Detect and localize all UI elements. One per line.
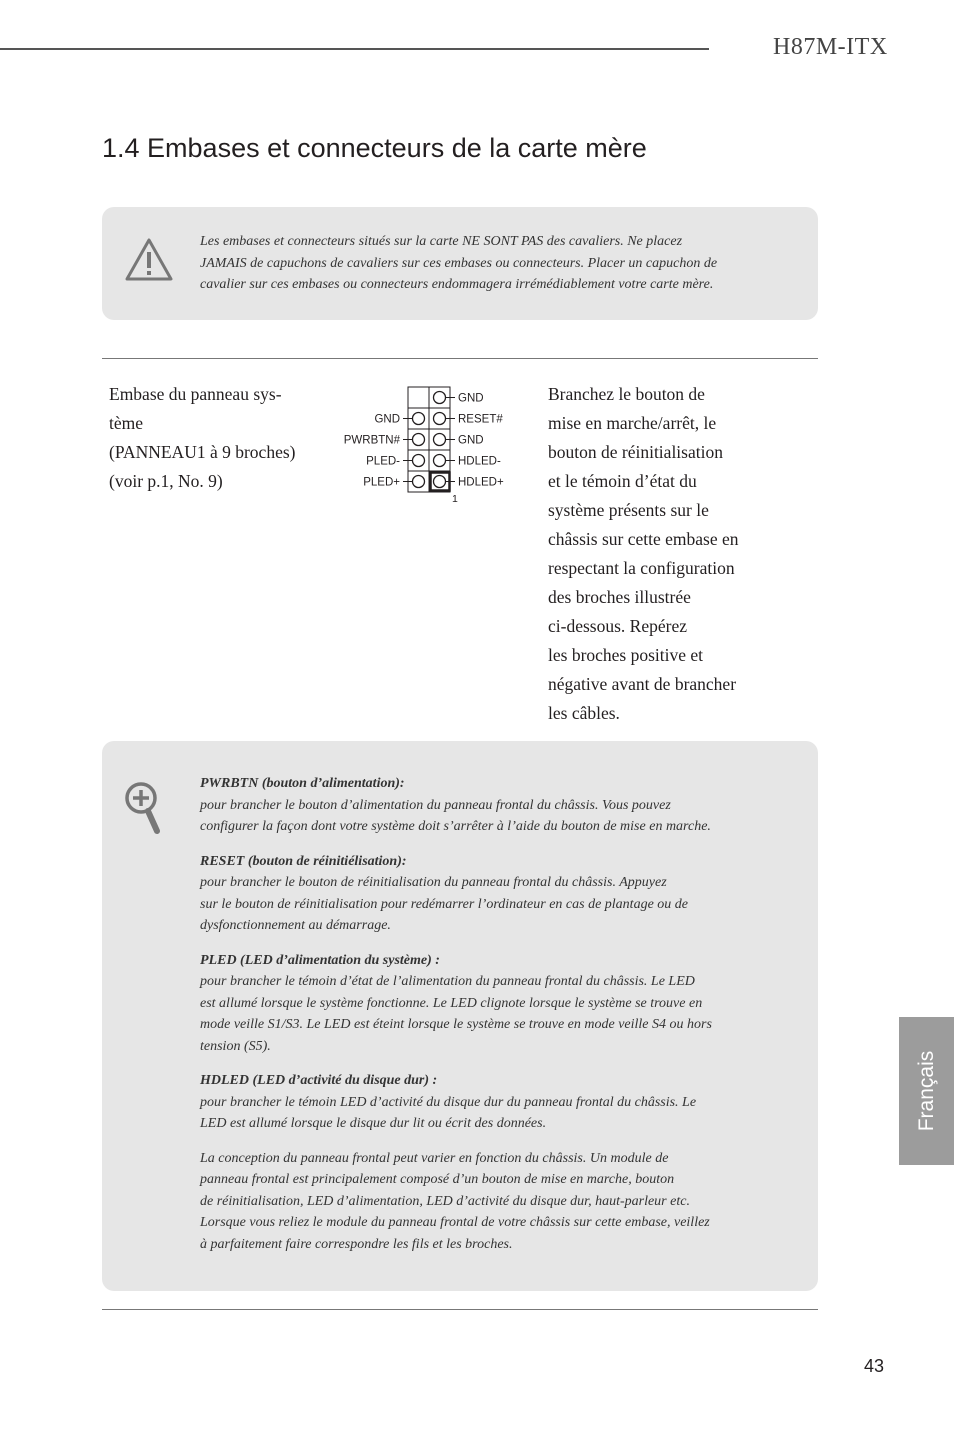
note-heading: PWRBTN (bouton d’alimentation):: [200, 776, 405, 791]
instruction-line: système présents sur le: [548, 500, 709, 520]
pin-label-right: RESET#: [458, 413, 503, 426]
note-pwrbtn: [200, 773, 800, 838]
pin: [434, 392, 446, 404]
note-line: tension (S5).: [200, 1038, 271, 1054]
pin-label-right: GND: [458, 434, 484, 447]
header-instructions: [548, 380, 738, 728]
instruction-line: et le témoin d’état du: [548, 471, 697, 491]
instruction-line: des broches illustrée: [548, 587, 691, 607]
note-line: de réinitialisation, LED d’alimentation, LED d’activité du disque dur, haut-parleur etc.: [200, 1193, 690, 1209]
section-divider-top: [102, 358, 818, 359]
instruction-line: mise en marche/arrêt, le: [548, 413, 717, 433]
note-pled: [200, 950, 800, 1058]
pin-label-left: PLED+: [363, 476, 400, 489]
pin: [413, 413, 425, 425]
note-line: pour brancher le bouton de réinitialisation du panneau frontal du châssis. Appuyez: [200, 875, 667, 890]
pin-label-right: HDLED+: [458, 476, 504, 489]
page-number: 43: [864, 1356, 885, 1376]
note-line: La conception du panneau frontal peut varier en fonction du châssis. Un module de: [200, 1150, 669, 1166]
description-line: tème: [109, 413, 144, 433]
instruction-line: négative avant de brancher: [548, 674, 737, 694]
notes-content: [200, 773, 800, 1268]
instruction-line: châssis sur cette embase en: [548, 529, 739, 549]
note-heading: PLED (LED d’alimentation du système) :: [200, 952, 440, 968]
pin-label-right: HDLED-: [458, 455, 501, 468]
language-tab: [899, 1017, 954, 1165]
note-heading: RESET (bouton de réinitiélisation):: [200, 853, 407, 869]
pin: [434, 434, 446, 446]
warning-line: Les embases et connecteurs situés sur la carte NE SONT PAS des cavaliers. Ne placez: [200, 234, 683, 249]
note-line: pour brancher le témoin LED d’activité du disque dur du panneau frontal du châssis. Le: [200, 1094, 697, 1110]
instruction-line: Branchez le bouton de: [548, 384, 705, 404]
warning-line: cavalier sur ces embases ou connecteurs endommagera irrémédiablement votre carte mère.: [200, 277, 714, 292]
note-line: pour brancher le témoin d’état de l’alimentation du panneau frontal du châssis. Le LED: [200, 974, 695, 989]
note-heading: HDLED (LED d’activité du disque dur) :: [200, 1073, 438, 1088]
note-front-panel: [200, 1148, 800, 1256]
magnifier-plus-icon: [124, 779, 166, 837]
note-line: sur le bouton de réinitialisation pour redémarrer l’ordinateur en cas de plantage ou de: [200, 896, 689, 912]
pin-label-left: PLED-: [366, 455, 400, 468]
pin: [434, 455, 446, 467]
pin: [434, 413, 446, 425]
warning-box: [102, 207, 818, 320]
language-tab-label: Français: [914, 1050, 938, 1132]
pin-one-label: 1: [452, 493, 458, 505]
section-divider-bottom: [102, 1309, 818, 1310]
panel-pinout-diagram: [330, 380, 530, 510]
description-line: (PANNEAU1 à 9 broches): [109, 442, 296, 462]
note-hdled: [200, 1070, 800, 1135]
note-line: LED est allumé lorsque le disque dur lit ou écrit des données.: [200, 1116, 547, 1131]
instruction-line: les câbles.: [548, 703, 620, 723]
note-line: Lorsque vous reliez le module du panneau frontal de votre châssis sur cette embase, veillez: [200, 1215, 710, 1230]
pin-grid: [408, 387, 450, 492]
pin: [413, 455, 425, 467]
instruction-line: ci-dessous. Repérez: [548, 616, 687, 636]
header-description: [109, 380, 295, 496]
description-line: Embase du panneau sys-: [109, 384, 282, 404]
instruction-line: respectant la configuration: [548, 558, 735, 578]
note-line: configurer la façon dont votre système doit s’arrêter à l’aide du bouton de mise en marche.: [200, 819, 711, 834]
note-line: panneau frontal est principalement composé d’un bouton de mise en marche, bouton: [200, 1172, 675, 1187]
note-line: est allumé lorsque le système fonctionne. Le LED clignote lorsque le système se trouve en: [200, 995, 703, 1011]
note-line: mode veille S1/S3. Le LED est éteint lorsque le système se trouve en mode veille S4 ou hors: [200, 1017, 712, 1032]
warning-line: JAMAIS de capuchons de cavaliers sur ces embases ou connecteurs. Placer un capuchon de: [200, 255, 718, 271]
note-line: à parfaitement faire correspondre les fils et les broches.: [200, 1236, 513, 1252]
warning-triangle-icon: [124, 237, 174, 283]
pin: [434, 476, 446, 488]
pin: [413, 434, 425, 446]
model-name: H87M-ITX: [773, 34, 888, 60]
pin-label-left: GND: [374, 413, 400, 426]
pin-label-left: PWRBTN#: [343, 434, 400, 447]
warning-text: [200, 231, 790, 296]
pin: [413, 476, 425, 488]
note-line: pour brancher le bouton d’alimentation du panneau frontal du châssis. Vous pouvez: [200, 797, 671, 813]
instruction-line: bouton de réinitialisation: [548, 442, 723, 462]
section-title: 1.4 Embases et connecteurs de la carte mère: [102, 133, 647, 163]
description-line: (voir p.1, No. 9): [109, 471, 223, 491]
note-line: dysfonctionnement au démarrage.: [200, 918, 391, 933]
pin-label-right: GND: [458, 392, 484, 405]
header-rule: [0, 48, 709, 50]
instruction-line: les broches positive et: [548, 645, 704, 665]
note-reset: [200, 851, 800, 937]
notes-box: [102, 741, 818, 1291]
